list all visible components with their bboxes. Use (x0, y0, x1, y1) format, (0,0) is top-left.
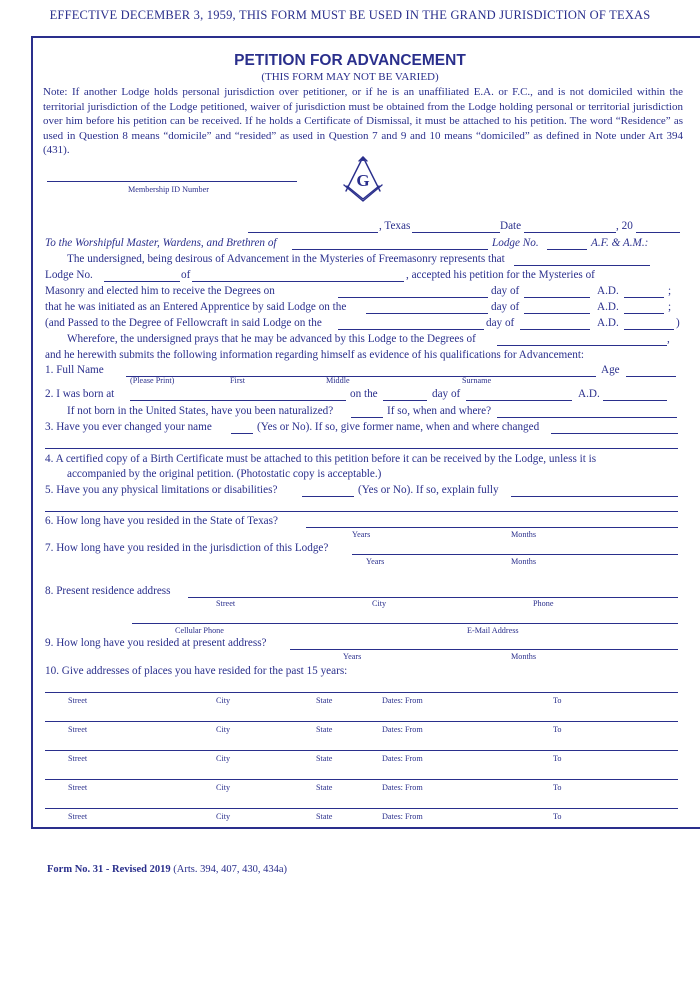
residence-row-3-street-label: Street (68, 754, 88, 763)
q9-years-label: Years (343, 652, 362, 661)
residence-row-3-city-label: City (216, 754, 231, 763)
jurisdiction-duration-field[interactable] (352, 554, 678, 555)
residence-address-field[interactable] (188, 597, 678, 598)
q2-day-label: day of (432, 388, 461, 400)
q8-city-label: City (372, 599, 387, 608)
body-line-5d: ) (676, 317, 680, 329)
naturalized-field[interactable] (351, 417, 383, 418)
residence-contact-field[interactable] (132, 623, 678, 624)
limitations-explain-field[interactable] (511, 496, 678, 497)
emblem-letter-g: G (356, 171, 370, 190)
body-line-4b: day of (491, 301, 520, 313)
origin-lodge-no-field[interactable] (104, 281, 180, 282)
body-line-4a: that he was initiated as an Entered Apprentice by said Lodge on the (45, 301, 347, 313)
changed-name-field[interactable] (231, 433, 253, 434)
body-line-2c: , accepted his petition for the Mysteries of (406, 269, 595, 281)
body-line-5a: (and Passed to the Degree of Fellowcraft in said Lodge on the (45, 317, 322, 329)
q4-photostatic-text: accompanied by the original petition. (Photostatic copy is acceptable.) (67, 468, 382, 480)
residence-row-2-city-label: City (216, 725, 231, 734)
former-name-field[interactable] (551, 433, 678, 434)
form-number (47, 864, 287, 875)
degrees-field[interactable] (497, 345, 667, 346)
former-name-field-2[interactable] (45, 448, 678, 449)
initiated-year-field[interactable] (624, 313, 664, 314)
naturalized-when-where-field[interactable] (497, 417, 677, 418)
q2-when-where-label: If so, when and where? (387, 405, 492, 417)
residence-row-1-street-label: Street (68, 696, 88, 705)
q2-naturalized-label: If not born in the United States, have you been naturalized? (67, 405, 334, 417)
square-and-compasses-icon (340, 155, 386, 203)
q2-ad-label: A.D. (578, 388, 600, 400)
membership-id-label: Membership ID Number (128, 185, 209, 194)
residence-row-2-state-label: State (316, 725, 333, 734)
birthplace-field[interactable] (130, 400, 346, 401)
texas-label: , Texas (379, 220, 411, 232)
q10-past-residences-label: 10. Give addresses of places you have resided for the past 15 years: (45, 665, 348, 677)
residence-row-1-field[interactable] (45, 692, 678, 693)
form-number-label: Form No. 31 - Revised 2019 (47, 864, 171, 875)
residence-row-4-field[interactable] (45, 779, 678, 780)
petitioner-name-field[interactable] (514, 265, 650, 266)
q8-residence-label: 8. Present residence address (45, 585, 171, 597)
membership-id-field[interactable] (47, 181, 297, 182)
date-value-field[interactable] (524, 232, 616, 233)
residence-row-3-field[interactable] (45, 750, 678, 751)
age-field[interactable] (626, 376, 676, 377)
present-address-duration-field[interactable] (290, 649, 678, 650)
body-line-3b: day of (491, 285, 520, 297)
body-line-2a: Lodge No. (45, 269, 93, 281)
elected-date-field[interactable] (338, 297, 488, 298)
body-line-6-end: , (667, 333, 670, 345)
passed-month-field[interactable] (520, 329, 590, 330)
texas-duration-field[interactable] (306, 527, 678, 528)
salutation: To the Worshipful Master, Wardens, and Brethren of (45, 237, 277, 249)
form-title: PETITION FOR ADVANCEMENT (234, 52, 466, 69)
birth-day-field[interactable] (383, 400, 427, 401)
residence-row-2-street-label: Street (68, 725, 88, 734)
q8-email-label: E-Mail Address (467, 626, 519, 635)
passed-year-field[interactable] (624, 329, 674, 330)
limitations-field[interactable] (302, 496, 354, 497)
jurisdiction-note: Note: If another Lodge holds personal jurisdiction over petitioner, or if he is an unaffiliated E.A. or F.C., and is not domiciled within the territorial jurisdiction of the Lodge petitioned, waiver of jurisdiction must be obtained from the Lodge holding personal or territorial jurisdiction over him before his petition can be received. If he holds a Certificate of Dismissal, it must be attached to his petition. The word “Residence” as used in Question 8 means “domicile” and “resided” as used in Question 7 and 9 and 10 means “domiciled” as defined in Note under Art 394 (431). (43, 86, 683, 157)
limitations-explain-field-2[interactable] (45, 511, 678, 512)
passed-date-field[interactable] (338, 329, 484, 330)
q3-former-name-label: (Yes or No). If so, give former name, when and where changed (257, 421, 540, 433)
residence-row-5-to-label: To (553, 812, 562, 821)
body-line-3c: A.D. (597, 285, 619, 297)
birth-month-field[interactable] (466, 400, 572, 401)
residence-row-2-field[interactable] (45, 721, 678, 722)
form-subtitle: (THIS FORM MAY NOT BE VARIED) (261, 71, 439, 83)
body-line-5b: day of (486, 317, 515, 329)
q1-full-name-label: 1. Full Name (45, 364, 104, 376)
body-line-6: Wherefore, the undersigned prays that he may be advanced by this Lodge to the Degrees of (67, 333, 476, 345)
q9-present-address-label: 9. How long have you resided at present address? (45, 637, 267, 649)
residence-row-5-city-label: City (216, 812, 231, 821)
q5-limitations-label: 5. Have you any physical limitations or disabilities? (45, 484, 278, 496)
origin-lodge-city-field[interactable] (192, 281, 404, 282)
first-name-label: First (230, 376, 246, 385)
body-line-2b: of (181, 269, 191, 281)
body-line-4d: ; (668, 301, 672, 313)
surname-label: Surname (462, 376, 492, 385)
q6-texas-label: 6. How long have you resided in the State of Texas? (45, 515, 278, 527)
residence-row-4-to-label: To (553, 783, 562, 792)
age-label: Age (601, 364, 620, 376)
please-print-label: (Please Print) (130, 376, 175, 385)
lodge-no-field[interactable] (547, 249, 587, 250)
full-name-field[interactable] (126, 376, 596, 377)
q7-years-label: Years (366, 557, 385, 566)
date-label: Date (500, 220, 522, 232)
body-line-7: and he herewith submits the following information regarding himself as evidence of his qualifications for Advancement: (45, 349, 585, 361)
q6-months-label: Months (511, 530, 537, 539)
middle-name-label: Middle (326, 376, 350, 385)
q6-years-label: Years (352, 530, 371, 539)
city-field[interactable] (248, 232, 378, 233)
residence-row-1-dates-from-label: Dates: From (382, 696, 423, 705)
residence-row-5-field[interactable] (45, 808, 678, 809)
body-line-1: The undersigned, being desirous of Advancement in the Mysteries of Freemasonry represents that (67, 253, 505, 265)
q3-changed-name-label: 3. Have you ever changed your name (45, 421, 212, 433)
elected-month-field[interactable] (524, 297, 590, 298)
form-articles: (Arts. 394, 407, 430, 434a) (170, 864, 288, 875)
q4-birth-certificate-text: 4. A certified copy of a Birth Certificate must be attached to this petition before it can be received by the Lodge, unless it is (45, 453, 597, 465)
residence-row-3-state-label: State (316, 754, 333, 763)
year-field[interactable] (636, 232, 680, 233)
q7-months-label: Months (511, 557, 537, 566)
residence-row-3-to-label: To (553, 754, 562, 763)
af-am-label: A.F. & A.M.: (591, 237, 649, 249)
residence-row-3-dates-from-label: Dates: From (382, 754, 423, 763)
lodge-no-label: Lodge No. (492, 237, 539, 249)
year-label: , 20 (616, 220, 633, 232)
q7-jurisdiction-label: 7. How long have you resided in the jurisdiction of this Lodge? (45, 542, 329, 554)
residence-row-4-city-label: City (216, 783, 231, 792)
residence-row-5-state-label: State (316, 812, 333, 821)
initiated-date-field[interactable] (366, 313, 488, 314)
top-notice: EFFECTIVE DECEMBER 3, 1959, THIS FORM MUST BE USED IN THE GRAND JURISDICTION OF TEXAS (49, 8, 651, 22)
residence-row-2-to-label: To (553, 725, 562, 734)
body-line-4c: A.D. (597, 301, 619, 313)
q8-cellular-label: Cellular Phone (175, 626, 224, 635)
q2-on-label: on the (350, 388, 378, 400)
residence-row-2-dates-from-label: Dates: From (382, 725, 423, 734)
residence-row-5-street-label: Street (68, 812, 88, 821)
q8-phone-label: Phone (533, 599, 554, 608)
residence-row-1-city-label: City (216, 696, 231, 705)
elected-year-field[interactable] (624, 297, 664, 298)
q5-explain-label: (Yes or No). If so, explain fully (358, 484, 499, 496)
initiated-month-field[interactable] (524, 313, 590, 314)
residence-row-1-state-label: State (316, 696, 333, 705)
date-field[interactable] (412, 232, 500, 233)
body-line-3a: Masonry and elected him to receive the Degrees on (45, 285, 275, 297)
residence-row-4-state-label: State (316, 783, 333, 792)
lodge-name-field[interactable] (292, 249, 488, 250)
q2-born-label: 2. I was born at (45, 388, 115, 400)
residence-row-1-to-label: To (553, 696, 562, 705)
birth-year-field[interactable] (603, 400, 667, 401)
body-line-3d: ; (668, 285, 672, 297)
residence-row-4-street-label: Street (68, 783, 88, 792)
q9-months-label: Months (511, 652, 537, 661)
body-line-5c: A.D. (597, 317, 619, 329)
q8-street-label: Street (216, 599, 236, 608)
residence-row-4-dates-from-label: Dates: From (382, 783, 423, 792)
residence-row-5-dates-from-label: Dates: From (382, 812, 423, 821)
